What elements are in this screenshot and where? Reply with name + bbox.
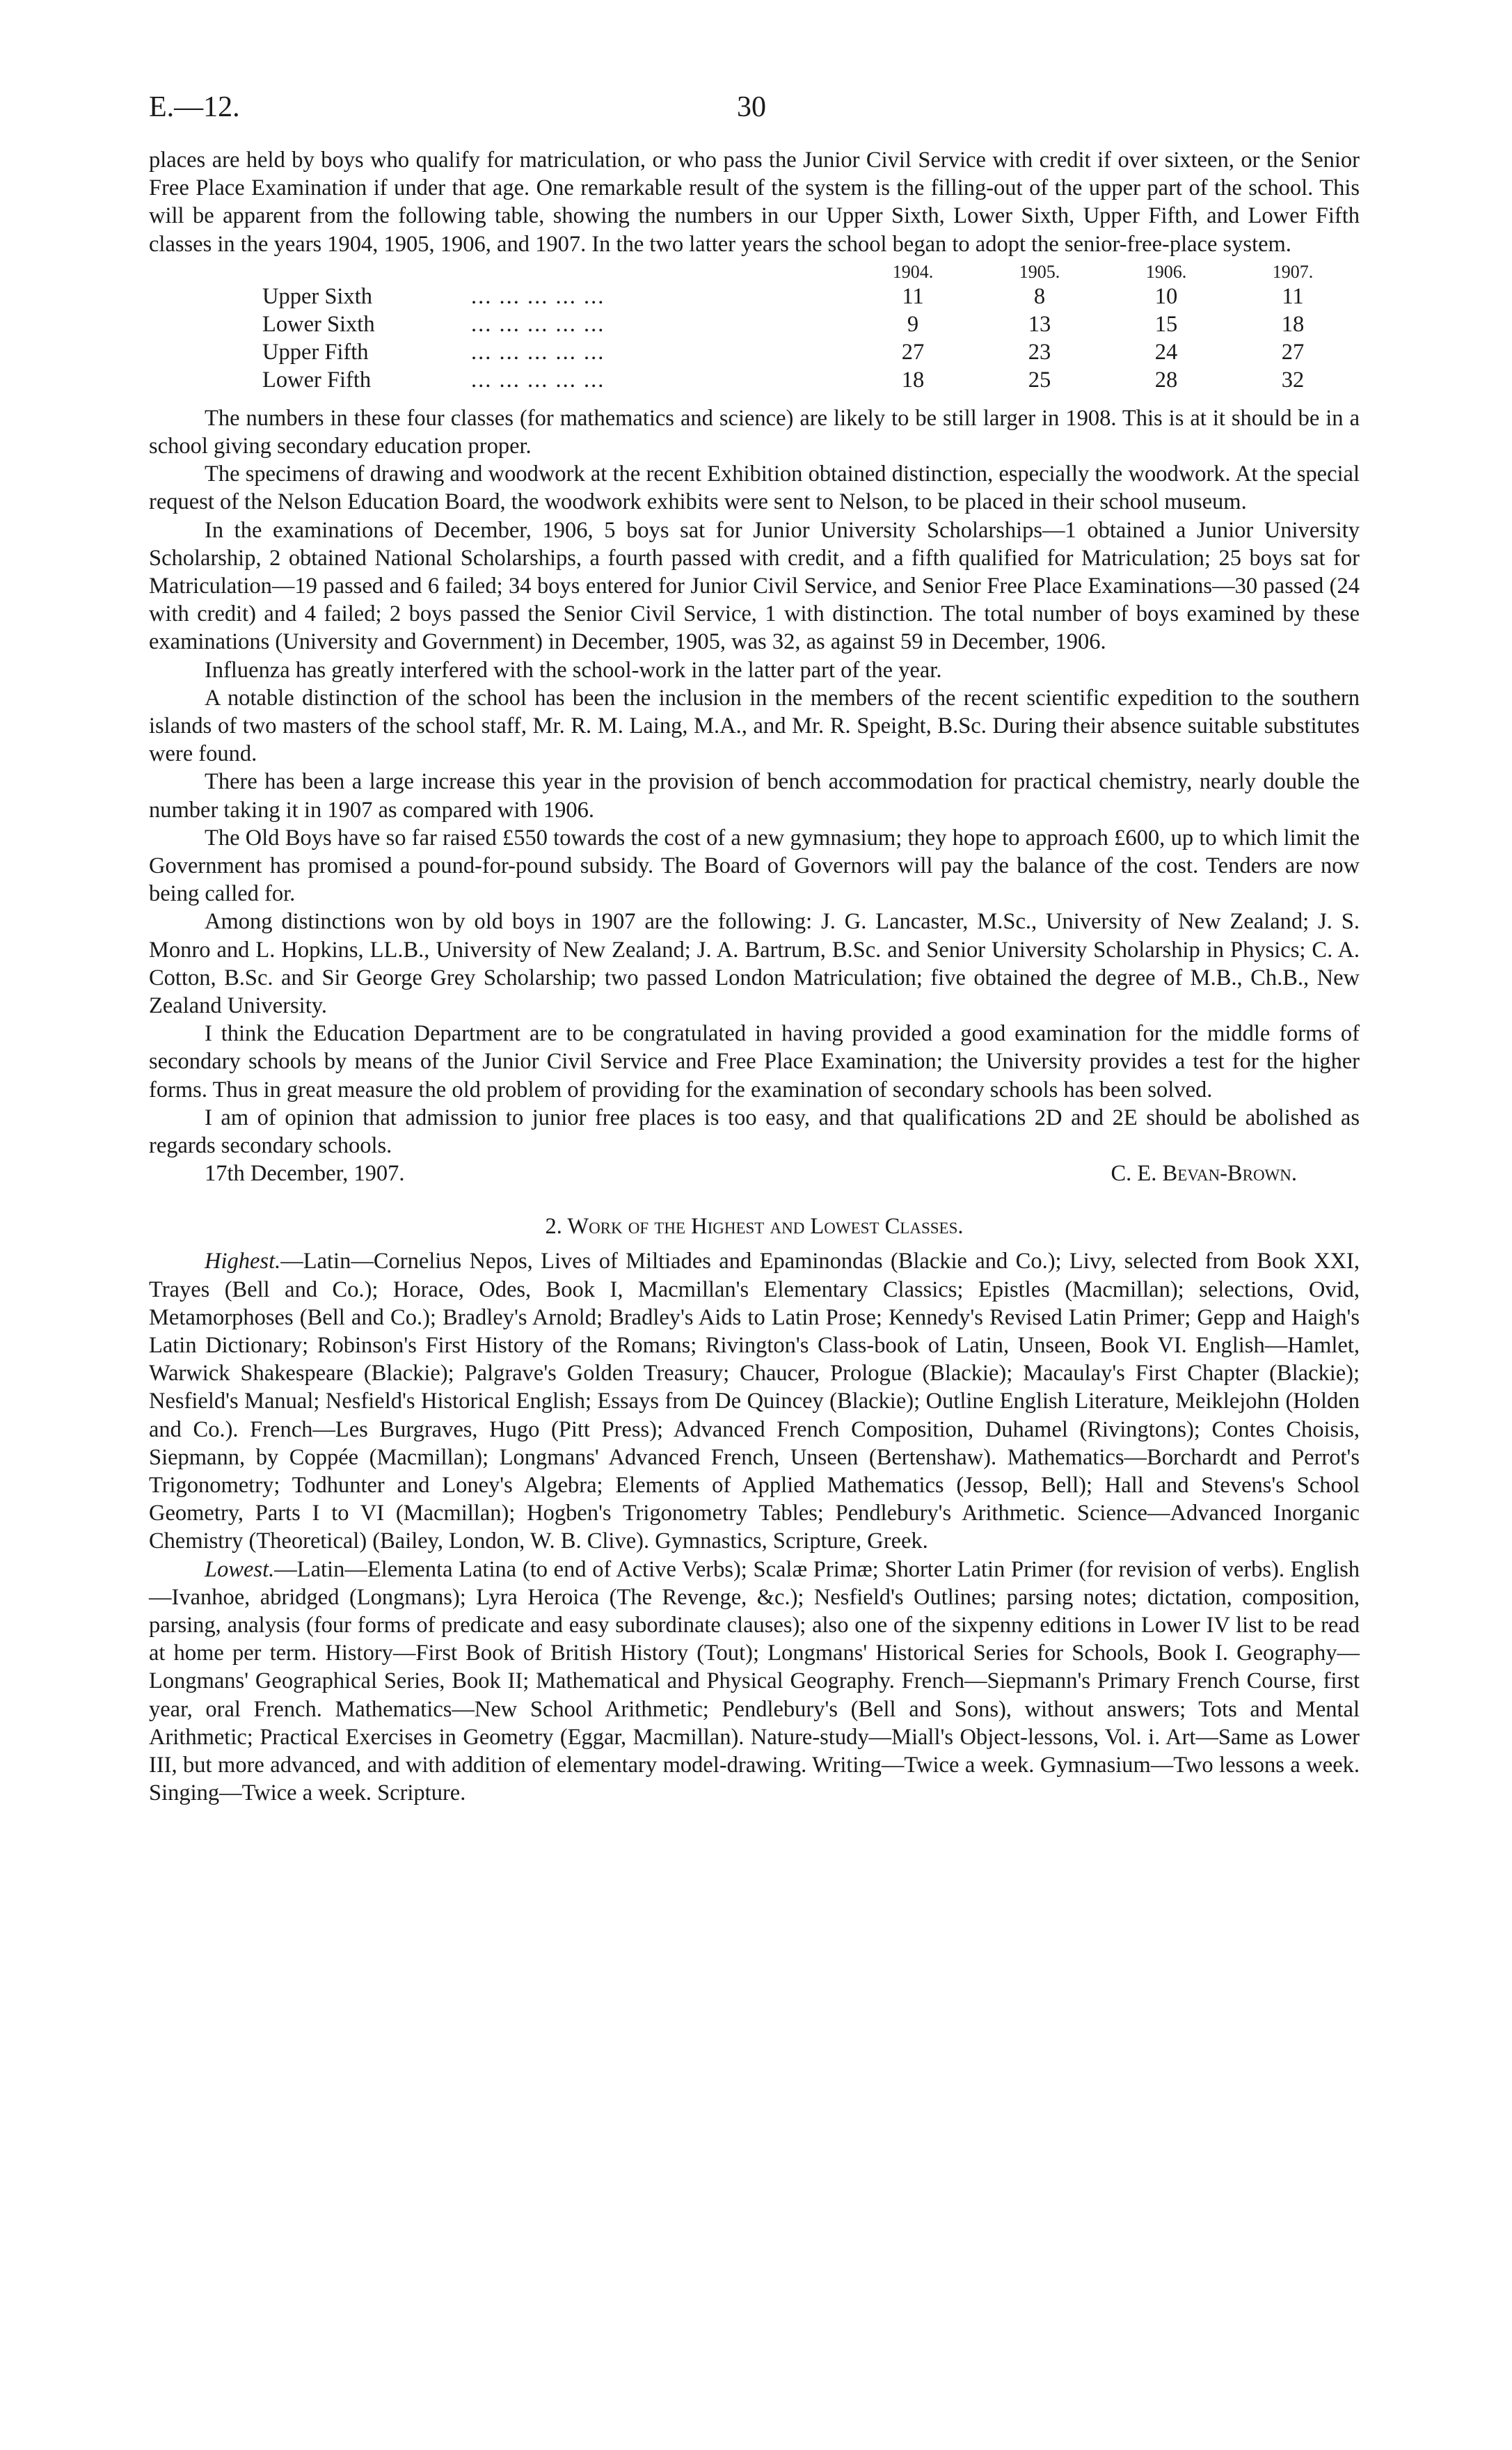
table-cell: 27 (901, 340, 925, 365)
signatory-name: C. E. Bevan-Brown. (1111, 1161, 1297, 1187)
intro-paragraph: places are held by boys who qualify for matriculation, or who pass the Junior Civil Service with credit if over sixteen, or the Senior Free Place Examination if under that age. One remarkable result of the system is the filling-out of the upper part of the school. This will be apparent from the following table, showing the numbers in our Upper Sixth, Lower Sixth, Upper Fifth, and Lower Fifth classes in the years 1904, 1905, 1906, and 1907. In the two latter years the school began to adopt the senior-free-place system. (149, 148, 1360, 257)
page-header (149, 90, 1360, 146)
year-header: 1904. (892, 261, 934, 282)
table-cell: 11 (902, 284, 924, 310)
section-heading: 2. Work of the Highest and Lowest Classes. (545, 1214, 964, 1240)
table-cell: 11 (1282, 284, 1304, 310)
table-cell: 9 (907, 312, 919, 338)
report-date: 17th December, 1907. (205, 1161, 405, 1187)
table-cell: 18 (1281, 312, 1305, 338)
body-paragraph: Influenza has greatly interfered with the school-work in the latter part of the year. (205, 657, 942, 683)
leader-dots: ... ... ... ... ... (471, 368, 605, 393)
body-paragraph: In the examinations of December, 1906, 5 boys sat for Junior University Scholarships—1 obtained a Junior University Scholarship, 2 obtained National Scholarships, a fourth passed with credit, and a fifth qualified for Matriculation; 25 boys sat for Matriculation—19 passed and 6 failed; 34 boys entered for Junior Civil Service, and Senior Free Place Examinations—30 passed (24 with credit) and 4 failed; 2 boys passed the Senior Civil Service, 1 with distinction. The total number of boys examined by these examinations (University and Government) in December, 1905, was 32, as against 59 in December, 1906. (149, 517, 1360, 655)
table-cell: 25 (1028, 368, 1051, 393)
year-header: 1907. (1272, 261, 1314, 282)
body-paragraph: The specimens of drawing and woodwork at the recent Exhibition obtained distinction, especially the woodwork. At the special request of the Nelson Education Board, the woodwork exhibits were sent to Nelson, to be placed in their school museum. (149, 461, 1360, 515)
body-paragraph: The Old Boys have so far raised £550 towards the cost of a new gymnasium; they hope to approach £600, up to which limit the Government has promised a pound-for-pound subsidy. The Board of Governors will pay the balance of the cost. Tenders are now being called for. (149, 825, 1360, 907)
lowest-label: Lowest. (205, 1556, 275, 1582)
leader-dots: ... ... ... ... ... (471, 284, 605, 310)
table-cell: 27 (1281, 340, 1305, 365)
table-cell: 10 (1154, 284, 1178, 310)
table-header-row (262, 261, 1356, 283)
highest-text: —Latin—Cornelius Nepos, Lives of Miltiades and Epaminondas (Blackie and Co.); Livy, selected from Book XXI, Trayes (Bell and Co.); Horace, Odes, Book I, Macmillan's Elementary Classics; Epistles (Macmillan); selections, Ovid, Metamorphoses (Bell and Co.); Bradley's Arnold; Bradley's Aids to Latin Prose; Kennedy's Revised Latin Primer; Gepp and Haigh's Latin Dictionary; Robinson's First History of the Romans; Rivington's Class-book of Latin, Unseen, Book VI. English—Hamlet, Warwick Shakespeare (Blackie); Palgrave's Golden Treasury; Chaucer, Prologue (Blackie); Macaulay's First Chapter (Blackie); Nesfield's Manual; Nesfield's Historical English; Essays from De Quincey (Blackie); Outline English Literature, Meiklejohn (Holden and Co.). French—Les Burgraves, Hugo (Pitt Press); Advanced French Composition, Duhamel (Rivingtons); Contes Choisis, Siepmann, by Coppée (Macmillan); Longmans' Advanced French, Unseen (Bertenshaw). Mathematics—Borchardt and Perrot's Trigonometry; Todhunter and Loney's Algebra; Elements of Applied Mathematics (Jessop, Bell); Hall and Stevens's School Geometry, Parts I to VI (Macmillan); Hogben's Trigonometry Tables; Pendlebury's Arithmetic. Science—Advanced Inorganic Chemistry (Theoretical) (Bailey, London, W. B. Clive). Gymnastics, Scripture, Greek. (149, 1249, 1360, 1554)
table-cell: 24 (1154, 340, 1178, 365)
signature-line (149, 1160, 1360, 1189)
table-cell: 13 (1028, 312, 1051, 338)
table-cell: 18 (901, 368, 925, 393)
table-cell: 23 (1028, 340, 1051, 365)
body-paragraph: I am of opinion that admission to junior free places is too easy, and that qualifications 2D and 2E should be abolished as regards secondary schools. (149, 1105, 1360, 1159)
class-name: Lower Sixth (262, 312, 375, 338)
body-paragraph: A notable distinction of the school has been the inclusion in the members of the recent scientific expedition to the southern islands of two masters of the school staff, Mr. R. M. Laing, M.A., and Mr. R. Speight, B.Sc. During their absence suitable substitutes were found. (149, 685, 1360, 767)
year-header: 1905. (1019, 261, 1060, 282)
lowest-text: —Latin—Elementa Latina (to end of Active Verbs); Scalæ Primæ; Shorter Latin Primer (for revision of verbs). English—Ivanhoe, abridged (Longmans); Lyra Heroica (The Revenge, &c.); Nesfield's Outlines; parsing notes; dictation, composition, parsing, analysis (four forms of predicate and easy subordinate clauses); also one of the sixpenny editions in Lower IV list to be read at home per term. History—First Book of British History (Tout); Longmans' Historical Series for Schools, Book I. Geography—Longmans' Geographical Series, Book II; Mathematical and Physical Geography. French—Siepmann's Primary French Course, first year, oral French. Mathematics—New School Arithmetic; Pendlebury's (Bell and Sons), without answers; Tots and Mental Arithmetic; Practical Exercises in Geometry (Eggar, Macmillan). Nature-study—Miall's Object-lessons, Vol. i. Art—Same as Lower III, but more advanced, and with addition of elementary model-drawing. Writing—Twice a week. Gymnasium—Two lessons a week. Singing—Twice a week. Scripture. (149, 1556, 1360, 1806)
page-number: 30 (737, 91, 766, 123)
class-name: Lower Fifth (262, 368, 372, 393)
table-row (262, 311, 1356, 339)
table-cell: 28 (1154, 368, 1178, 393)
highest-label: Highest. (205, 1249, 281, 1274)
table-row (262, 367, 1356, 395)
table-cell: 32 (1281, 368, 1305, 393)
body-paragraph: I think the Education Department are to be congratulated in having provided a good examination for the middle forms of secondary schools by means of the Junior Civil Service and Free Place Examination; the University provides a test for the higher forms. Thus in great measure the old problem of providing for the examination of secondary schools has been solved. (149, 1021, 1360, 1102)
class-name: Upper Fifth (262, 340, 369, 365)
table-cell: 15 (1154, 312, 1178, 338)
body-paragraph: The numbers in these four classes (for mathematics and science) are likely to be still larger in 1908. This is at it should be in a school giving secondary education proper. (149, 405, 1360, 459)
year-header: 1906. (1145, 261, 1187, 282)
leader-dots: ... ... ... ... ... (471, 312, 605, 338)
class-numbers-table (262, 261, 1356, 395)
table-cell: 8 (1033, 284, 1046, 310)
document-page (149, 90, 1360, 1807)
body-paragraph: There has been a large increase this year in the provision of bench accommodation for practical chemistry, nearly double the number taking it in 1907 as compared with 1906. (149, 769, 1360, 823)
highest-class-paragraph (149, 1247, 1360, 1555)
lowest-class-paragraph (149, 1556, 1360, 1808)
leader-dots: ... ... ... ... ... (471, 340, 605, 365)
class-name: Upper Sixth (262, 284, 372, 310)
body-paragraph: Among distinctions won by old boys in 1907 are the following: J. G. Lancaster, M.Sc., University of New Zealand; J. S. Monro and L. Hopkins, LL.B., University of New Zealand; J. A. Bartrum, B.Sc. and Senior University Scholarship in Physics; C. A. Cotton, B.Sc. and Sir George Grey Scholarship; two passed London Matriculation; five obtained the degree of M.B., Ch.B., New Zealand University. (149, 909, 1360, 1019)
document-reference: E.—12. (149, 91, 240, 123)
table-row (262, 339, 1356, 367)
table-row (262, 283, 1356, 311)
